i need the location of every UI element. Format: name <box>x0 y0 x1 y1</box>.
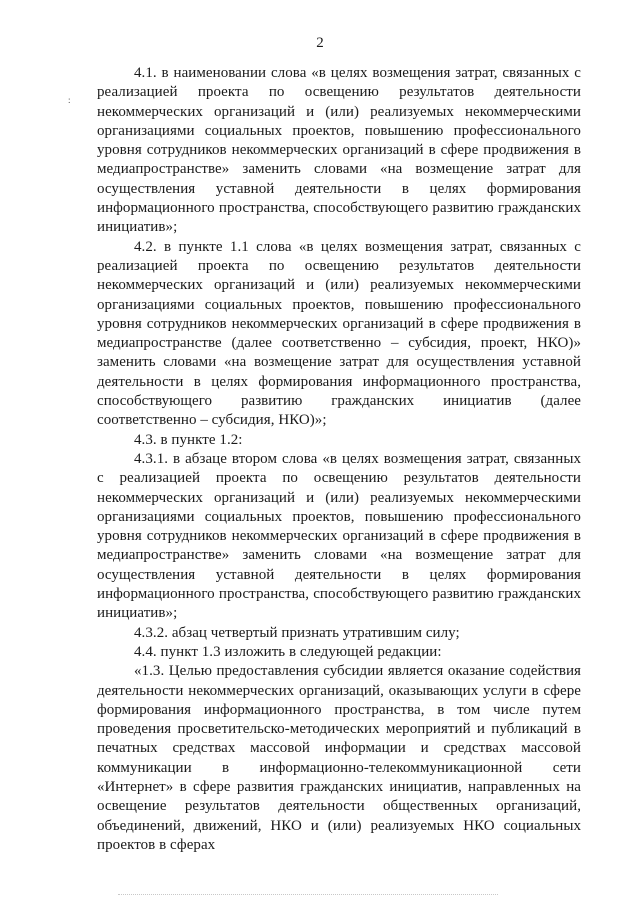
document-body <box>97 64 581 855</box>
paragraph-1-3-quote: «1.3. Целью предоставления субсидии является оказание содействия деятельности некоммерческих организаций, оказывающих услуги в сфере формирования информационного пространства, в том числе путем проведения просветительско-методических мероприятий и публикаций в печатных средствах массовой информации и средствах массовой коммуникации в информационно-телекоммуникационной сети «Интернет» в сфере развития гражданских инициатив, направленных на освещение результатов деятельности общественных организаций, объединений, движений, НКО и (или) реализуемых НКО социальных проектов в сферах <box>97 663 581 853</box>
paragraph-4-1: 4.1. в наименовании слова «в целях возмещения затрат, связанных с реализацией проекта по освещению результатов деятельности некоммерческих организаций и (или) реализуемых некоммерческими организациями социальных проектов, повышению профессионального уровня сотрудников некоммерческих организаций в сфере продвижения в медиапространстве» заменить словами «на возмещение затрат для осуществления уставной деятельности в целях формирования информационного пространства, способствующего развитию гражданских инициатив»; <box>97 65 581 236</box>
scan-edge-divider <box>118 894 498 896</box>
paragraph-4-3-2: 4.3.2. абзац четвертый признать утратившим силу; <box>134 624 460 641</box>
page-number: 2 <box>316 35 324 51</box>
paragraph-4-3: 4.3. в пункте 1.2: <box>134 431 243 448</box>
paragraph-4-4: 4.4. пункт 1.3 изложить в следующей редакции: <box>134 643 442 660</box>
paragraph-4-3-1: 4.3.1. в абзаце втором слова «в целях возмещения затрат, связанных с реализацией проекта по освещению результатов деятельности некоммерческих организаций и (или) реализуемых некоммерческими организациями социальных проектов, повышению профессионального уровня сотрудников некоммерческих организаций в сфере продвижения в медиапространстве» заменить словами «на возмещение затрат для осуществления уставной деятельности в целях формирования информационного пространства, способствующего развитию гражданских инициатив»; <box>97 450 581 622</box>
paragraph-4-2: 4.2. в пункте 1.1 слова «в целях возмещения затрат, связанных с реализацией проекта по освещению результатов деятельности некоммерческих организаций и (или) реализуемых некоммерческими организациями социальных проектов, повышению профессионального уровня сотрудников некоммерческих организаций в сфере продвижения в медиапространстве (далее соответственно – субсидия, проект, НКО)» заменить словами «на возмещение затрат для осуществления уставной деятельности в целях формирования информационного пространства, способствующего развитию гражданских инициатив (далее соответственно – субсидия, НКО)»; <box>97 238 581 429</box>
margin-mark: : <box>68 95 71 105</box>
